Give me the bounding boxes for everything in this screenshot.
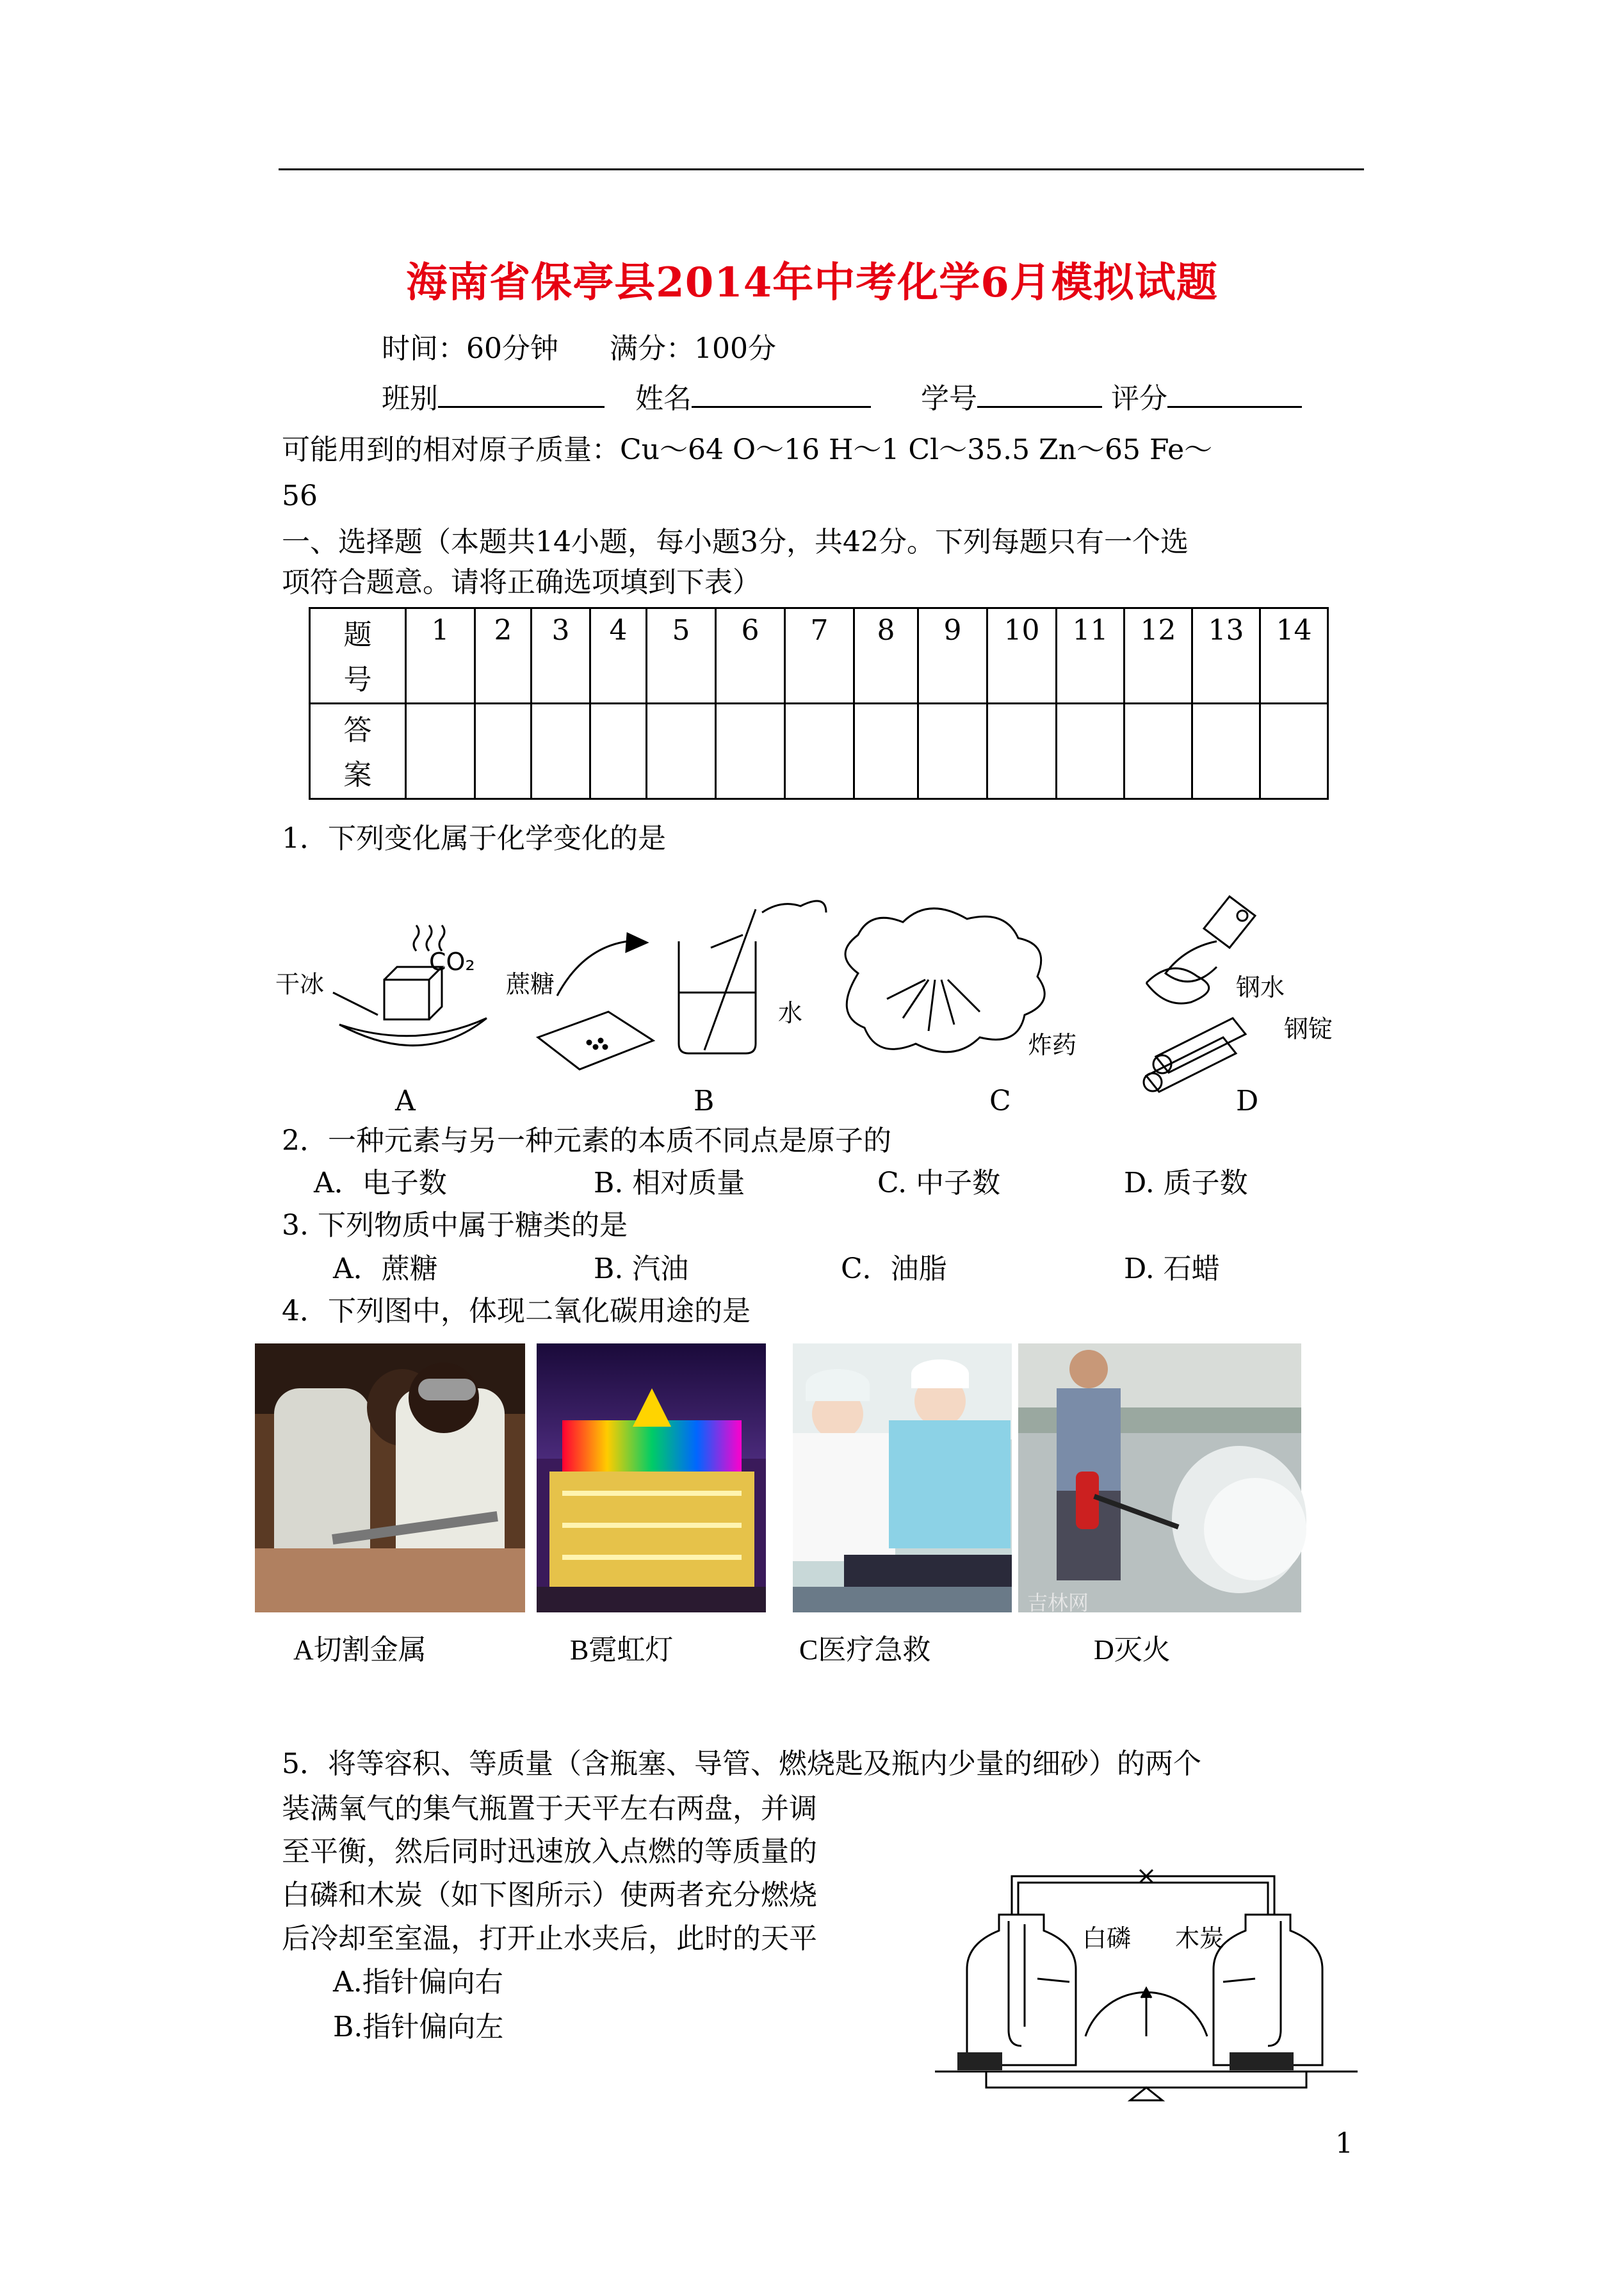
q3-option-d[interactable]: D. 石蜡: [1124, 1253, 1220, 1285]
table-cell: 12: [1125, 608, 1192, 704]
class-field[interactable]: [438, 378, 605, 408]
name-field[interactable]: [692, 378, 871, 408]
q3-stem: 3. 下列物质中属于糖类的是: [282, 1209, 628, 1242]
table-head-answer: 答 案: [310, 704, 406, 799]
answer-cell[interactable]: [475, 704, 532, 799]
class-label: 班别: [382, 382, 438, 415]
dry-ice-illustration: [333, 925, 487, 1046]
student-info-line: [382, 378, 1302, 418]
sucrose-label: 蔗糖: [506, 970, 555, 998]
table-row-answers: [310, 704, 1328, 799]
answer-cell[interactable]: [854, 704, 918, 799]
q1-stem: 1．下列变化属于化学变化的是: [282, 822, 666, 855]
explosion-illustration: [845, 909, 1044, 1052]
answer-table: [309, 607, 1329, 800]
q5-line1: 5．将等容积、等质量（含瓶塞、导管、燃烧匙及瓶内少量的细砂）的两个: [282, 1748, 1201, 1780]
header-rule: [279, 168, 1364, 170]
photo-medical-rescue: [793, 1343, 1012, 1612]
steel-ingot-label: 钢锭: [1284, 1015, 1333, 1043]
q5-option-a[interactable]: A.指针偏向右: [333, 1966, 503, 1999]
section1-line2: 项符合题意。请将正确选项填到下表）: [282, 566, 761, 599]
balance-figure: [935, 1844, 1358, 2100]
table-cell: 4: [590, 608, 647, 704]
table-cell: 11: [1057, 608, 1125, 704]
table-cell: 8: [854, 608, 918, 704]
photo-neon-lights: [537, 1343, 766, 1612]
q2-option-b[interactable]: B. 相对质量: [594, 1167, 745, 1199]
table-cell: 14: [1260, 608, 1328, 704]
name-label: 姓名: [635, 382, 692, 415]
charcoal-label: 木炭: [1175, 1924, 1224, 1952]
answer-cell[interactable]: [785, 704, 854, 799]
table-cell: 13: [1192, 608, 1260, 704]
q2-stem: 2．一种元素与另一种元素的本质不同点是原子的: [282, 1124, 891, 1157]
white-phosphorus-label: 白磷: [1082, 1924, 1132, 1952]
q3-option-c[interactable]: C．油脂: [841, 1253, 947, 1285]
q4-caption-c[interactable]: C医疗急救: [799, 1634, 931, 1666]
score-label: 评分: [1111, 382, 1167, 415]
answer-cell[interactable]: [532, 704, 590, 799]
answer-cell[interactable]: [1057, 704, 1125, 799]
table-row-numbers: [310, 608, 1328, 704]
q4-caption-a[interactable]: A切割金属: [293, 1634, 426, 1666]
exam-time: [382, 330, 776, 368]
dry-ice-label: 干冰: [275, 970, 325, 998]
q5-line3: 至平衡，然后同时迅速放入点燃的等质量的: [282, 1835, 817, 1868]
page-number: 1: [1335, 2127, 1353, 2160]
student-no-field[interactable]: [977, 378, 1102, 408]
score-field[interactable]: [1167, 378, 1302, 408]
water-label: 水: [778, 999, 803, 1027]
photo-watermark: 吉林网: [1027, 1591, 1089, 1615]
q2-option-a[interactable]: A．电子数: [314, 1167, 447, 1199]
q2-option-c[interactable]: C. 中子数: [877, 1167, 1001, 1199]
q5-line4: 白磷和木炭（如下图所示）使两者充分燃烧: [282, 1879, 817, 1911]
sand-left: [957, 2052, 1002, 2070]
q3-option-a[interactable]: A．蔗糖: [333, 1253, 438, 1285]
page-title: 海南省保亭县2014年中考化学6月模拟试题: [406, 259, 1218, 307]
section1-line1: 一、选择题（本题共14小题，每小题3分，共42分。下列每题只有一个选: [282, 526, 1189, 558]
answer-cell[interactable]: [590, 704, 647, 799]
table-cell: 5: [647, 608, 716, 704]
explosive-label: 炸药: [1028, 1031, 1077, 1059]
molten-steel-label: 钢水: [1236, 973, 1285, 1002]
answer-cell[interactable]: [987, 704, 1057, 799]
answer-cell[interactable]: [716, 704, 785, 799]
answer-cell[interactable]: [1125, 704, 1192, 799]
q2-option-d[interactable]: D. 质子数: [1124, 1167, 1248, 1199]
answer-cell[interactable]: [406, 704, 475, 799]
answer-cell[interactable]: [1192, 704, 1260, 799]
full-score-text: 满分：100分: [610, 332, 776, 365]
q5-option-b[interactable]: B.指针偏向左: [333, 2011, 504, 2043]
q3-option-b[interactable]: B. 汽油: [594, 1253, 689, 1285]
sand-right: [1230, 2052, 1294, 2070]
photo-fire-extinguishing: [1018, 1343, 1301, 1615]
table-cell: 7: [785, 608, 854, 704]
q4-stem: 4．下列图中，体现二氧化碳用途的是: [282, 1295, 751, 1327]
table-head-number: 题 号: [310, 608, 406, 704]
answer-cell[interactable]: [918, 704, 987, 799]
table-cell: 10: [987, 608, 1057, 704]
photo-cutting-metal: [255, 1343, 525, 1612]
q1-option-d[interactable]: D: [1236, 1085, 1259, 1117]
table-cell: 6: [716, 608, 785, 704]
q4-caption-d[interactable]: D灭火: [1094, 1634, 1171, 1666]
atomic-mass-line2: 56: [282, 480, 318, 512]
table-cell: 9: [918, 608, 987, 704]
q5-line2: 装满氧气的集气瓶置于天平左右两盘，并调: [282, 1792, 817, 1825]
q1-option-b[interactable]: B: [694, 1085, 715, 1117]
q5-line5: 后冷却至室温，打开止水夹后，此时的天平: [282, 1922, 817, 1955]
q1-option-a[interactable]: A: [395, 1085, 416, 1117]
q1-figure: [269, 884, 1333, 1114]
time-text: 时间：60分钟: [382, 332, 558, 365]
table-cell: 2: [475, 608, 532, 704]
table-cell: 1: [406, 608, 475, 704]
sugar-dissolving-illustration: [538, 901, 826, 1069]
answer-cell[interactable]: [647, 704, 716, 799]
co2-label: CO₂: [429, 948, 475, 976]
atomic-mass-line1: 可能用到的相对原子质量：Cu～64 O～16 H～1 Cl～35.5 Zn～65 Fe～: [282, 434, 1213, 466]
student-no-label: 学号: [921, 382, 977, 415]
q1-option-c[interactable]: C: [989, 1085, 1011, 1117]
table-cell: 3: [532, 608, 590, 704]
q4-caption-b[interactable]: B霓虹灯: [570, 1634, 674, 1666]
answer-cell[interactable]: [1260, 704, 1328, 799]
